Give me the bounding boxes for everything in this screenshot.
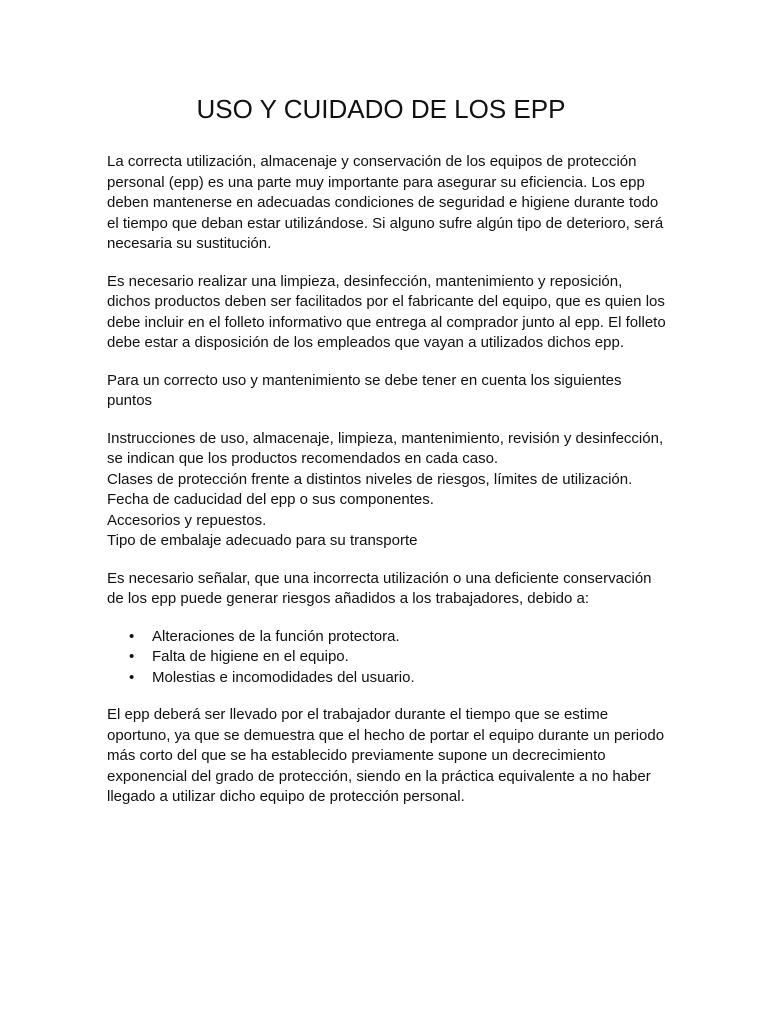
paragraph-closing: El epp deberá ser llevado por el trabajador durante el tiempo que se estime oportuno, ya que se demuestra que el hecho de portar el equipo durante un periodo más corto del que se ha establecido previamente supone un decrecimiento exponencial del grado de protección, siendo en la práctica equivalente a no haber llegado a utilizar dicho equipo de protección personal.: [107, 706, 665, 805]
paragraph-risks-intro: Es necesario señalar, que una incorrecta utilización o una deficiente conservación de los epp puede generar riesgos añadidos a los trabajadores, debido a:: [107, 569, 652, 607]
list-item: [107, 647, 667, 668]
paragraph-cleaning: Es necesario realizar una limpieza, desinfección, mantenimiento y reposición, dichos productos deben ser facilitados por el fabricante del equipo, que es quien los debe incluir en el folleto informativo que entrega al comprador junto al epp. El folleto debe estar a disposición de los empleados que vayan a utilizados dichos epp.: [107, 272, 666, 351]
point-item: Fecha de caducidad del epp o sus componentes.: [107, 491, 434, 508]
points-list: [107, 429, 667, 552]
risk-text: Falta de higiene en el equipo.: [152, 648, 349, 665]
page-title: USO Y CUIDADO DE LOS EPP: [196, 94, 566, 124]
paragraph-intro: La correcta utilización, almacenaje y conservación de los equipos de protección personal (epp) es una parte muy importante para asegurar su eficiencia. Los epp deben mantenerse en adecuadas condiciones de seguridad e higiene durante todo el tiempo que deban estar utilizándose. Si alguno sufre algún tipo de deterioro, será necesaria su sustitución.: [107, 153, 664, 252]
paragraph-points-intro: Para un correcto uso y mantenimiento se debe tener en cuenta los siguientes puntos: [107, 371, 622, 409]
risks-list: [107, 627, 667, 689]
bullet-icon: •: [129, 668, 135, 686]
point-item: Tipo de embalaje adecuado para su transporte: [107, 532, 418, 549]
risk-text: Molestias e incomodidades del usuario.: [152, 668, 415, 686]
bullet-icon: •: [129, 627, 135, 645]
point-item: Clases de protección frente a distintos niveles de riesgos, límites de utilización.: [107, 470, 633, 488]
point-item: Accesorios y repuestos.: [107, 511, 267, 529]
document-page: [107, 92, 667, 825]
bullet-icon: •: [129, 648, 135, 665]
point-item: Instrucciones de uso, almacenaje, limpieza, mantenimiento, revisión y desinfección, se indican que los productos recomendados en cada caso.: [107, 429, 664, 467]
list-item: [107, 627, 667, 648]
risk-text: Alteraciones de la función protectora.: [152, 627, 400, 645]
list-item: [107, 668, 667, 689]
